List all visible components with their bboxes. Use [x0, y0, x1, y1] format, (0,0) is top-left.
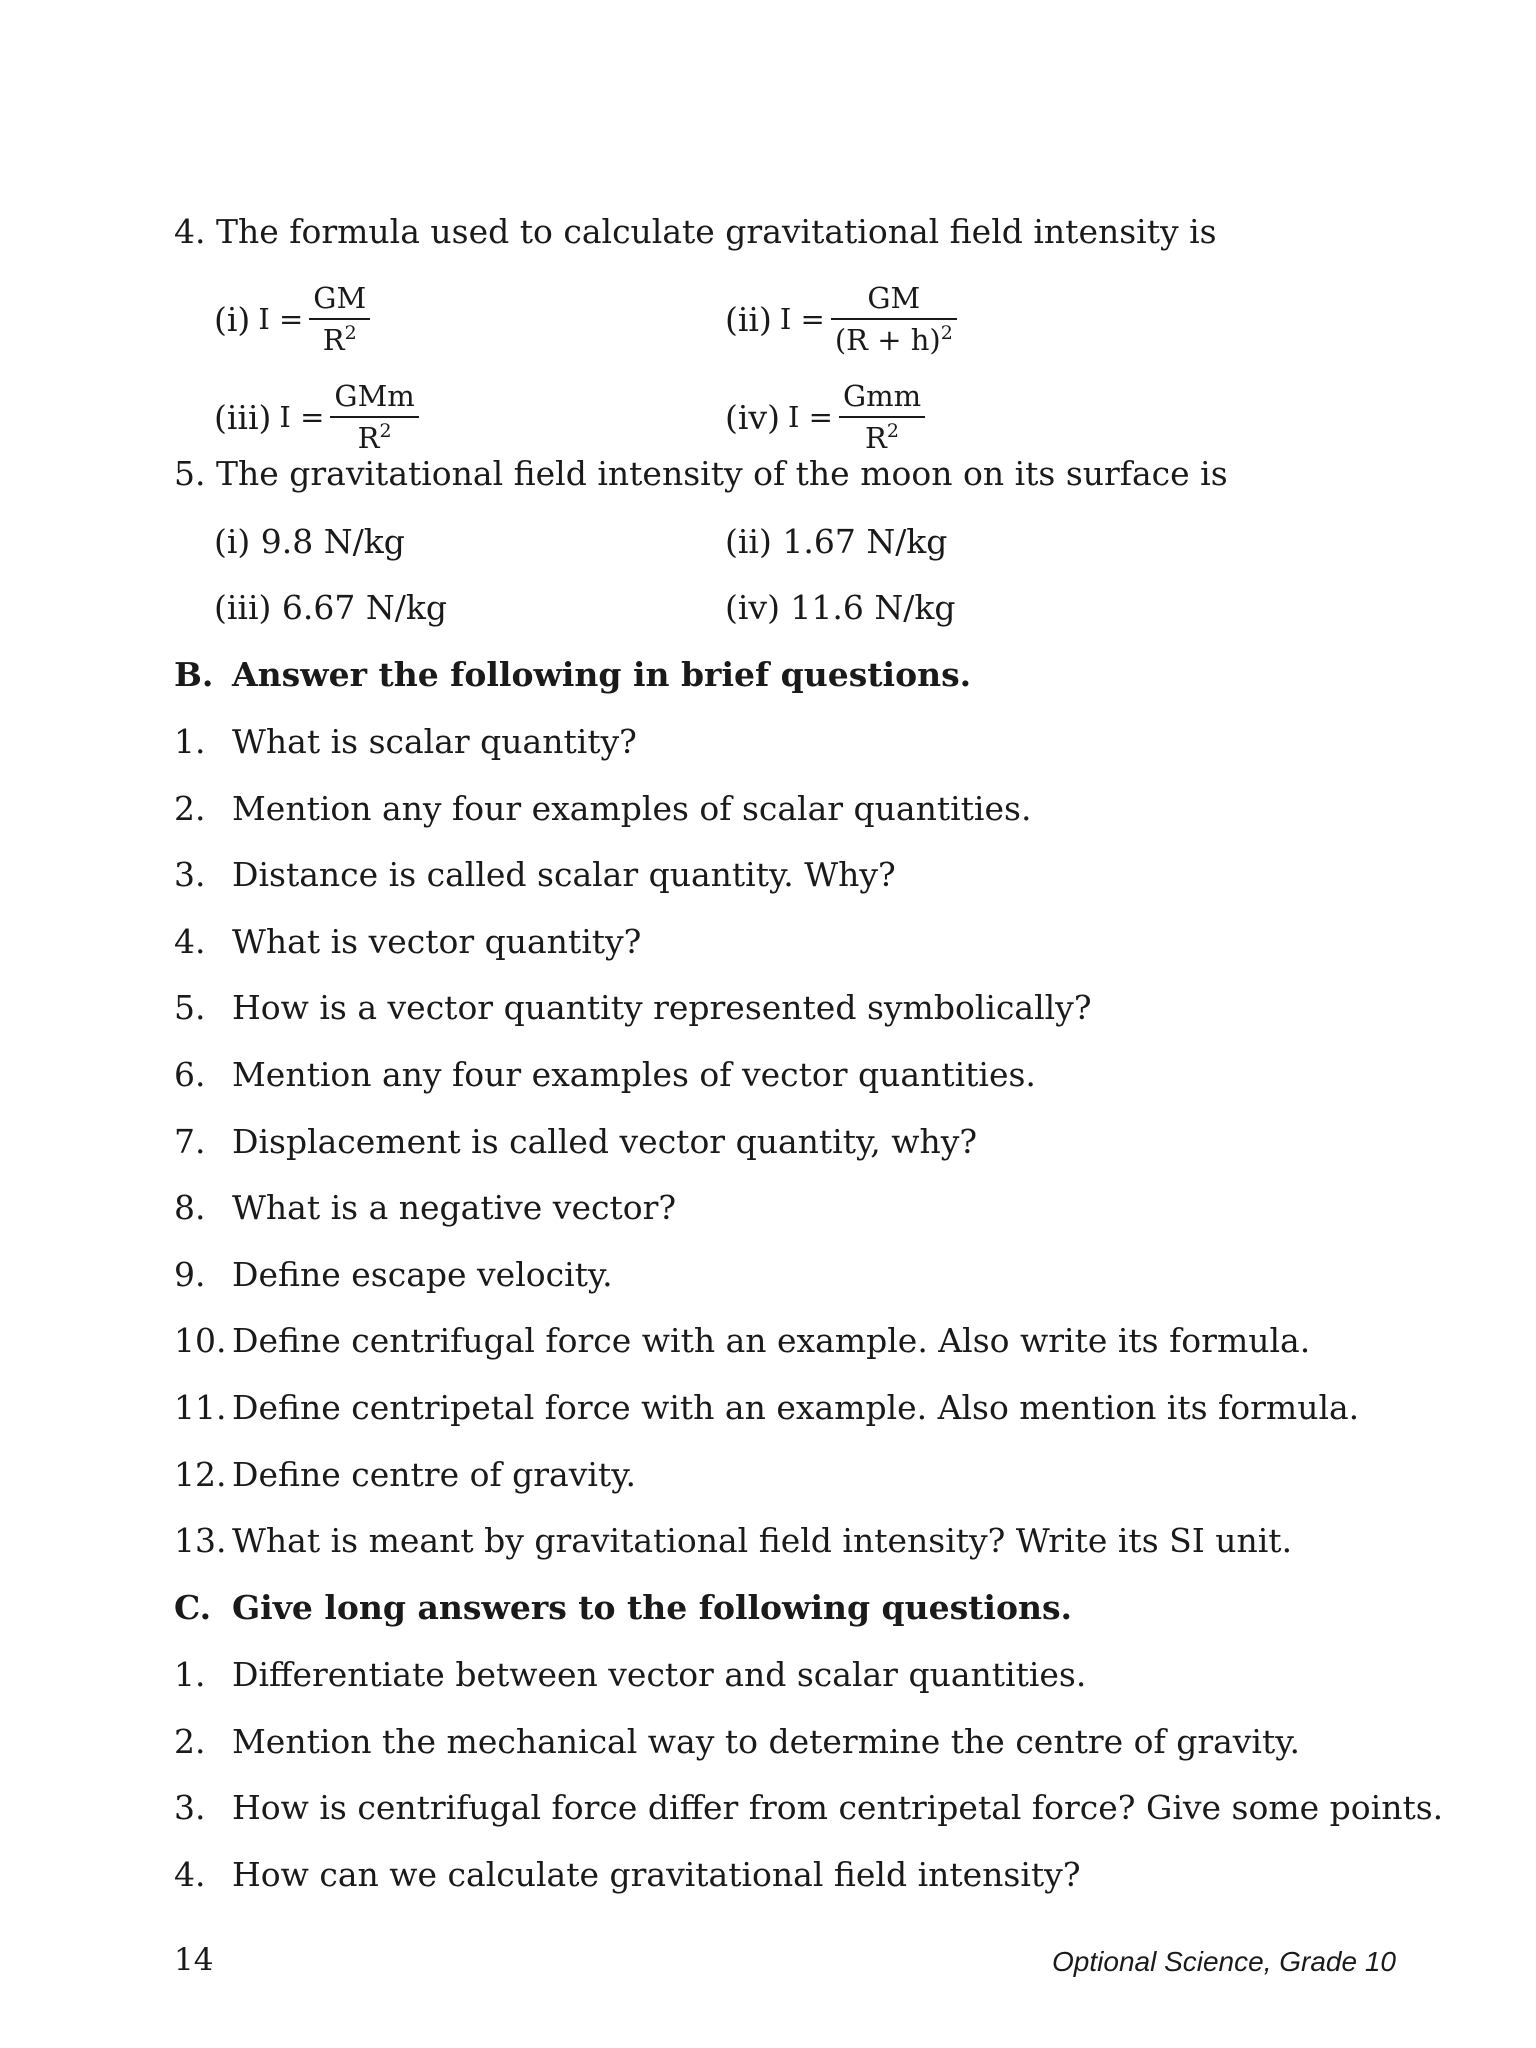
fraction [831, 282, 957, 356]
question-number: 12. [174, 1454, 227, 1494]
question-text: What is scalar quantity? [232, 722, 637, 761]
option-label: (iv) [725, 397, 780, 437]
question-number: 4. [174, 1854, 206, 1894]
section-title: Give long answers to the following questions. [232, 1588, 1073, 1627]
question-text: Mention the mechanical way to determine the centre of gravity. [232, 1721, 1300, 1761]
question-text: Define centrifugal force with an example. Also write its formula. [232, 1321, 1311, 1361]
question-text: Define centre of gravity. [232, 1454, 636, 1494]
option-label: (iii) [214, 397, 272, 437]
section-letter: B. [174, 655, 214, 694]
numerator: GM [867, 281, 921, 315]
question-number: 8. [174, 1188, 206, 1228]
question-number: 11. [174, 1388, 227, 1427]
option-label: (i) [214, 299, 251, 339]
fraction [330, 380, 418, 454]
question-number: 3. [174, 855, 206, 895]
page-number: 14 [174, 1942, 214, 1978]
formula-lhs: I = [787, 400, 833, 434]
formula-option-iv [725, 380, 925, 454]
section-letter: C. [174, 1588, 212, 1627]
denominator: $R^2$ [322, 322, 357, 357]
question-number: 1. [174, 1655, 206, 1694]
numerator: GM [313, 281, 367, 315]
question-number: 10. [174, 1321, 227, 1361]
question-text: Displacement is called vector quantity, why? [232, 1121, 978, 1161]
formula-option-i [214, 282, 370, 356]
formula-lhs: I = [258, 302, 304, 336]
formula-option-ii [725, 282, 957, 356]
question-number: 9. [174, 1254, 206, 1294]
question-text: Distance is called scalar quantity. Why? [232, 855, 896, 895]
question-number: 6. [174, 1055, 206, 1094]
option-q5-iii: (iii) 6.67 N/kg [214, 588, 447, 627]
question-number: 5. [174, 454, 206, 493]
question-text: Mention any four examples of vector quantities. [232, 1055, 1036, 1094]
question-number: 4. [174, 921, 206, 961]
book-title: Optional Science, Grade 10 [1052, 1946, 1396, 1977]
denominator: $(R + h)^2$ [834, 322, 953, 357]
question-text: What is vector quantity? [232, 921, 642, 961]
question-number: 7. [174, 1121, 206, 1161]
option-q5-iv: (iv) 11.6 N/kg [725, 588, 956, 627]
numerator: Gmm [842, 379, 922, 413]
formula-lhs: I = [279, 400, 325, 434]
question-number: 4. [174, 212, 206, 251]
question-text: How is a vector quantity represented symbolically? [232, 988, 1092, 1028]
question-text: What is a negative vector? [232, 1188, 677, 1228]
question-text: How can we calculate gravitational field intensity? [232, 1854, 1081, 1894]
denominator: $R^2$ [865, 420, 899, 455]
question-text: Mention any four examples of scalar quantities. [232, 788, 1032, 828]
question-text: What is meant by gravitational field intensity? Write its SI unit. [232, 1521, 1293, 1561]
section-title: Answer the following in brief questions. [232, 655, 972, 694]
fraction [839, 380, 925, 454]
question-number: 5. [174, 988, 206, 1028]
question-text: Differentiate between vector and scalar quantities. [232, 1655, 1087, 1694]
numerator: GMm [334, 379, 415, 413]
question-number: 3. [174, 1788, 206, 1828]
question-number: 1. [174, 722, 206, 761]
question-text: The formula used to calculate gravitational field intensity is [216, 212, 1217, 251]
question-number: 13. [174, 1521, 227, 1561]
question-text: Define centripetal force with an example. Also mention its formula. [232, 1388, 1360, 1427]
denominator: $R^2$ [357, 420, 392, 455]
option-label: (ii) [725, 299, 772, 339]
question-number: 2. [174, 788, 206, 828]
question-text: How is centrifugal force differ from centripetal force? Give some points. [232, 1788, 1444, 1828]
question-text: The gravitational field intensity of the moon on its surface is [216, 454, 1228, 493]
formula-option-iii [214, 380, 419, 454]
question-number: 2. [174, 1721, 206, 1761]
option-q5-ii: (ii) 1.67 N/kg [725, 522, 948, 561]
question-text: Define escape velocity. [232, 1254, 613, 1294]
option-q5-i: (i) 9.8 N/kg [214, 522, 405, 561]
fraction [309, 282, 370, 356]
formula-lhs: I = [779, 302, 825, 336]
